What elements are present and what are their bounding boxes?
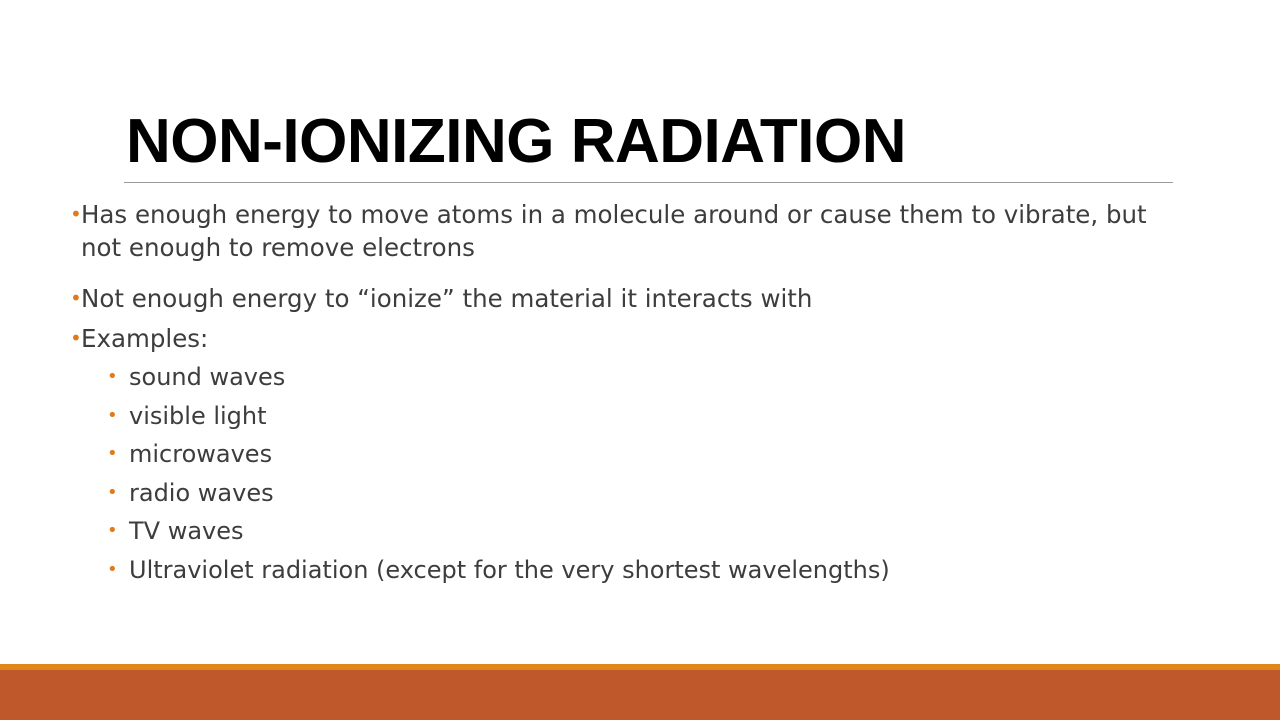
bullet-item [70,198,1190,268]
bullet-dot-icon: • [107,443,118,464]
title-divider [124,182,1173,183]
example-text: radio waves [129,478,274,507]
example-item [107,474,1190,513]
example-item [107,551,1190,590]
example-item [107,397,1190,436]
bullet-dot-icon: • [107,520,118,541]
bullet-dot-icon: • [70,326,82,350]
bullet-text: Not enough energy to “ionize” the material it interacts with [81,284,813,313]
bullet-text: Has enough energy to move atoms in a molecule around or cause them to vibrate, but not enough to remove electrons [81,200,1147,262]
example-item [107,512,1190,551]
bullet-item [70,282,1190,315]
example-item [107,435,1190,474]
example-text: Ultraviolet radiation (except for the very shortest wavelengths) [129,555,890,584]
footer-bar [0,670,1280,720]
bullet-dot-icon: • [70,202,82,226]
examples-list [70,358,1190,589]
example-text: visible light [129,401,267,430]
bullet-dot-icon: • [70,286,82,310]
bullet-item [70,322,1190,355]
bullet-list [70,198,1190,589]
example-text: sound waves [129,363,286,391]
bullet-dot-icon: • [107,481,118,503]
bullet-text: Examples: [81,324,209,353]
bullet-dot-icon: • [107,558,118,580]
slide-title: NON-IONIZING RADIATION [126,107,907,176]
example-text: TV waves [129,517,244,545]
bullet-dot-icon: • [107,404,118,426]
example-item [107,358,1190,397]
example-text: microwaves [129,440,273,468]
bullet-dot-icon: • [107,366,118,387]
